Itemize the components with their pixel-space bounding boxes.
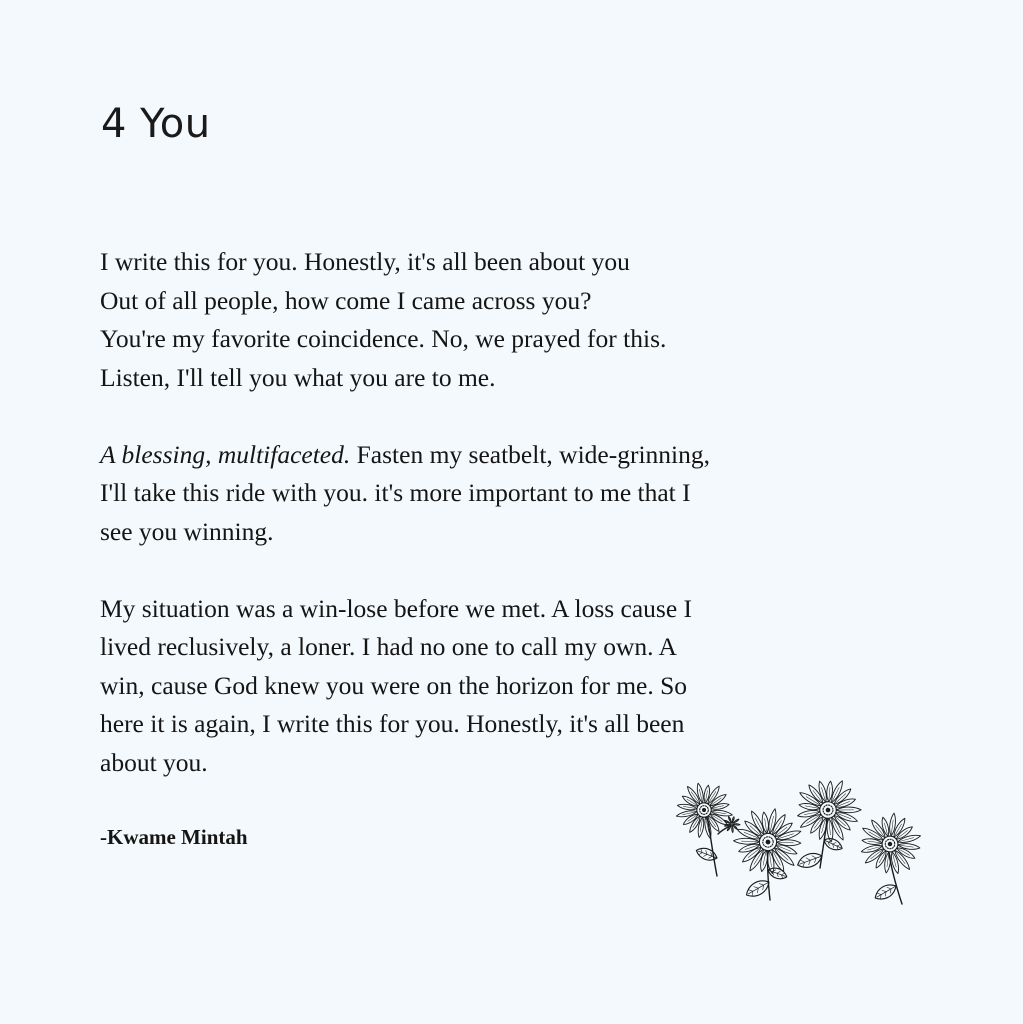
italic-phrase: A blessing, multifaceted. <box>100 439 351 469</box>
stanza-3 <box>100 590 750 783</box>
poem-line: You're my favorite coincidence. No, we prayed for this. <box>100 324 667 353</box>
poem-title: 4 You <box>101 101 211 147</box>
poem-line: Out of all people, how come I came across you? <box>100 285 592 315</box>
stanza-1 <box>100 243 750 397</box>
poem-line: see you winning. <box>100 516 274 546</box>
poem-line: I'll take this ride with you. it's more important to me that I <box>100 478 691 507</box>
poem-line: here it is again, I write this for you. Honestly, it's all been <box>100 709 685 738</box>
stanza-2 <box>100 436 750 552</box>
poem-line: Listen, I'll tell you what you are to me. <box>100 362 496 392</box>
poem-line: about you. <box>100 747 208 777</box>
poem-line: lived reclusively, a loner. I had no one to call my own. A <box>100 632 677 661</box>
poem-line: I write this for you. Honestly, it's all been about you <box>100 247 630 276</box>
sunflowers-illustration-icon <box>660 770 930 910</box>
author-signature: -Kwame Mintah <box>100 825 248 849</box>
poem-body <box>100 243 750 782</box>
poem-line <box>100 436 750 475</box>
poem-line: My situation was a win-lose before we met. A loss cause I <box>100 593 693 623</box>
poem-line: win, cause God knew you were on the horizon for me. So <box>100 670 688 700</box>
poem-line-rest: Fasten my seatbelt, wide-grinning, <box>350 439 711 469</box>
